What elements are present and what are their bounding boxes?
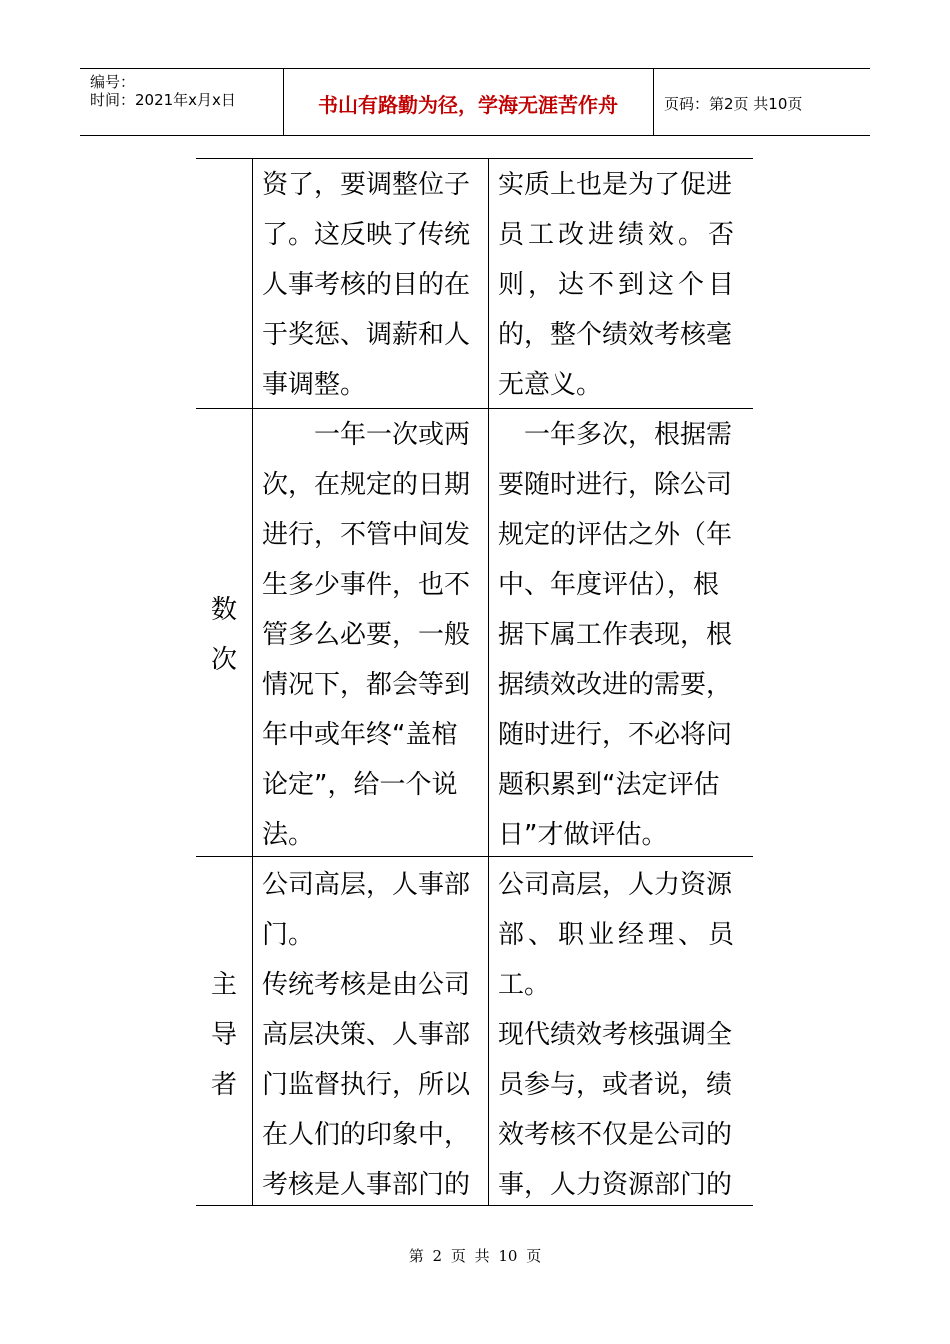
modern-text-line: 要随时进行，除公司 <box>498 470 733 500</box>
row-label-char: 导 <box>210 1020 237 1050</box>
traditional-text-line: 法。 <box>262 820 315 850</box>
row-label-char: 数 <box>210 595 237 625</box>
header-page-info: 页码：第2页 共10页 <box>664 95 803 113</box>
document-time-label: 时间：2021年x月x日 <box>90 91 236 109</box>
row-label-char: 者 <box>210 1070 237 1100</box>
modern-text-line: 据下属工作表现，根 <box>498 620 733 650</box>
traditional-text-line: 次，在规定的日期 <box>262 470 471 500</box>
traditional-text-line: 论定”，给一个说 <box>262 770 458 800</box>
row-label-char: 主 <box>210 970 237 1000</box>
traditional-text-line: 了。这反映了传统 <box>262 220 471 250</box>
modern-text-line: 公司高层，人力资源 <box>498 870 733 900</box>
modern-text-line: 现代绩效考核强调全 <box>498 1020 733 1050</box>
modern-text-line: 事，人力资源部门的 <box>498 1170 733 1200</box>
row-label-char: 次 <box>210 645 237 675</box>
traditional-text-line: 传统考核是由公司 <box>262 970 471 1000</box>
document-number-label: 编号： <box>90 73 136 91</box>
modern-text-line: 工。 <box>498 970 551 1000</box>
modern-text-line: 规定的评估之外（年 <box>498 520 733 550</box>
modern-text-line: 则，达不到这个目 <box>498 270 739 300</box>
modern-text-line: 的，整个绩效考核毫 <box>498 320 733 350</box>
page-footer: 第 2 页 共 10 页 <box>408 1247 542 1265</box>
modern-text-line: 中、年度评估），根 <box>498 570 720 600</box>
traditional-text-line: 事调整。 <box>262 370 367 400</box>
traditional-text-line: 高层决策、人事部 <box>262 1020 471 1050</box>
traditional-text-line: 进行，不管中间发 <box>262 520 471 550</box>
modern-text-line: 无意义。 <box>498 370 603 400</box>
modern-text-line: 随时进行，不必将问 <box>498 720 733 750</box>
modern-text-line: 效考核不仅是公司的 <box>498 1120 733 1150</box>
table-rule-row2 <box>196 856 753 857</box>
table-rule-top <box>196 158 753 159</box>
traditional-text-line: 情况下，都会等到 <box>262 670 471 700</box>
traditional-text-line: 生多少事件，也不 <box>262 570 471 600</box>
modern-text-line: 日”才做评估。 <box>498 820 668 850</box>
traditional-text-line: 门。 <box>262 920 315 950</box>
header-divider-right <box>653 68 654 136</box>
traditional-text-line: 于奖惩、调薪和人 <box>262 320 471 350</box>
table-col-divider-2 <box>488 158 489 1206</box>
traditional-text-line: 一年一次或两 <box>262 420 471 450</box>
traditional-text-line: 人事考核的目的在 <box>262 270 471 300</box>
table-rule-row1 <box>196 408 753 409</box>
table-col-divider-1 <box>252 158 253 1206</box>
header-bottom-rule <box>80 135 870 136</box>
modern-text-line: 据绩效改进的需要， <box>498 670 733 700</box>
modern-text-line: 一年多次，根据需 <box>498 420 733 450</box>
traditional-text-line: 管多么必要，一般 <box>262 620 471 650</box>
traditional-text-line: 公司高层，人事部 <box>262 870 471 900</box>
modern-text-line: 员工改进绩效。否 <box>498 220 739 250</box>
traditional-text-line: 年中或年终“盖棺 <box>262 720 458 750</box>
traditional-text-line: 在人们的印象中， <box>262 1120 471 1150</box>
modern-text-line: 部、职业经理、员 <box>498 920 739 950</box>
modern-text-line: 实质上也是为了促进 <box>498 170 733 200</box>
header-motto: 书山有路勤为径，学海无涯苦作舟 <box>318 93 618 117</box>
traditional-text-line: 考核是人事部门的 <box>262 1170 471 1200</box>
table-rule-bottom <box>196 1205 753 1206</box>
header-top-rule <box>80 68 870 69</box>
modern-text-line: 题积累到“法定评估 <box>498 770 720 800</box>
traditional-text-line: 门监督执行，所以 <box>262 1070 471 1100</box>
traditional-text-line: 资了，要调整位子 <box>262 170 471 200</box>
modern-text-line: 员参与，或者说，绩 <box>498 1070 733 1100</box>
